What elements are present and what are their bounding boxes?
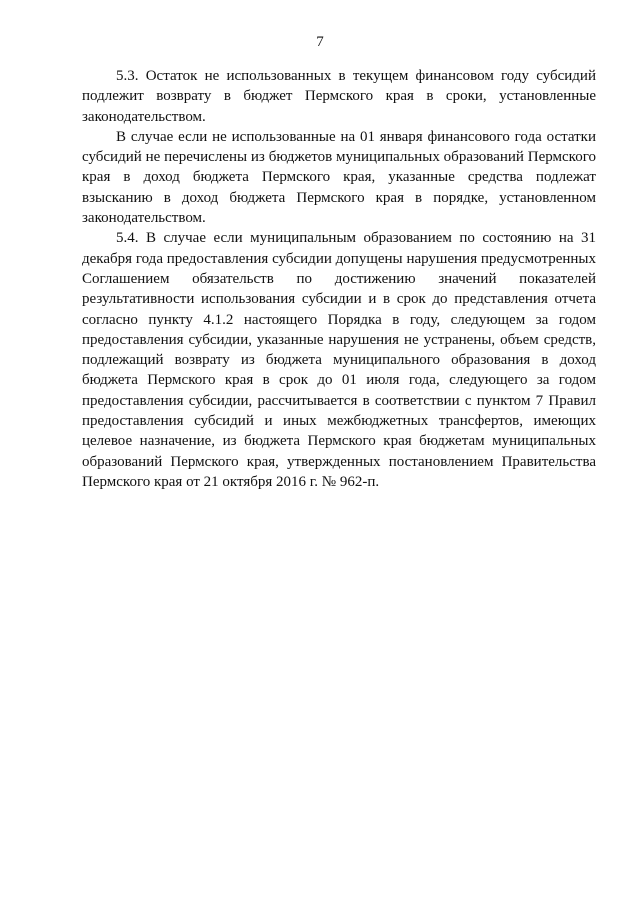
- page-number: 7: [316, 34, 324, 50]
- paragraph-5-3: 5.3. Остаток не использованных в текущем финансовом году субсидий подлежит возврату в бюджет Пермского края в сроки, установленные законодательством.: [82, 68, 596, 125]
- document-body: [82, 66, 596, 492]
- paragraph-unused-balances: В случае если не использованные на 01 января финансового года остатки субсидий не перечислены из бюджетов муниципальных образований Пермского края в доход бюджета Пермского края, указанные средства подлежат взысканию в доход бюджета Пермского края в порядке, установленном законодательством.: [82, 128, 596, 227]
- paragraph-5-4: 5.4. В случае если муниципальным образованием по состоянию на 31 декабря года предоставления субсидии допущены нарушения предусмотренных Соглашением обязательств по достижению значений показателей результативности использования субсидии и в срок до представления отчета согласно пункту 4.1.2 настоящего Порядка в году, следующем за годом предоставления субсидии, указанные нарушения не устранены, объем средств, подлежащий возврату из бюджета муниципального образования в доход бюджета Пермского края в срок до 01 июля года, следующего за годом предоставления субсидии, рассчитывается в соответствии с пунктом 7 Правил предоставления субсидий и иных межбюджетных трансфертов, имеющих целевое назначение, из бюджета Пермского края бюджетам муниципальных образований Пермского края, утвержденных постановлением Правительства Пермского края от 21 октября 2016 г. № 962-п.: [82, 230, 596, 490]
